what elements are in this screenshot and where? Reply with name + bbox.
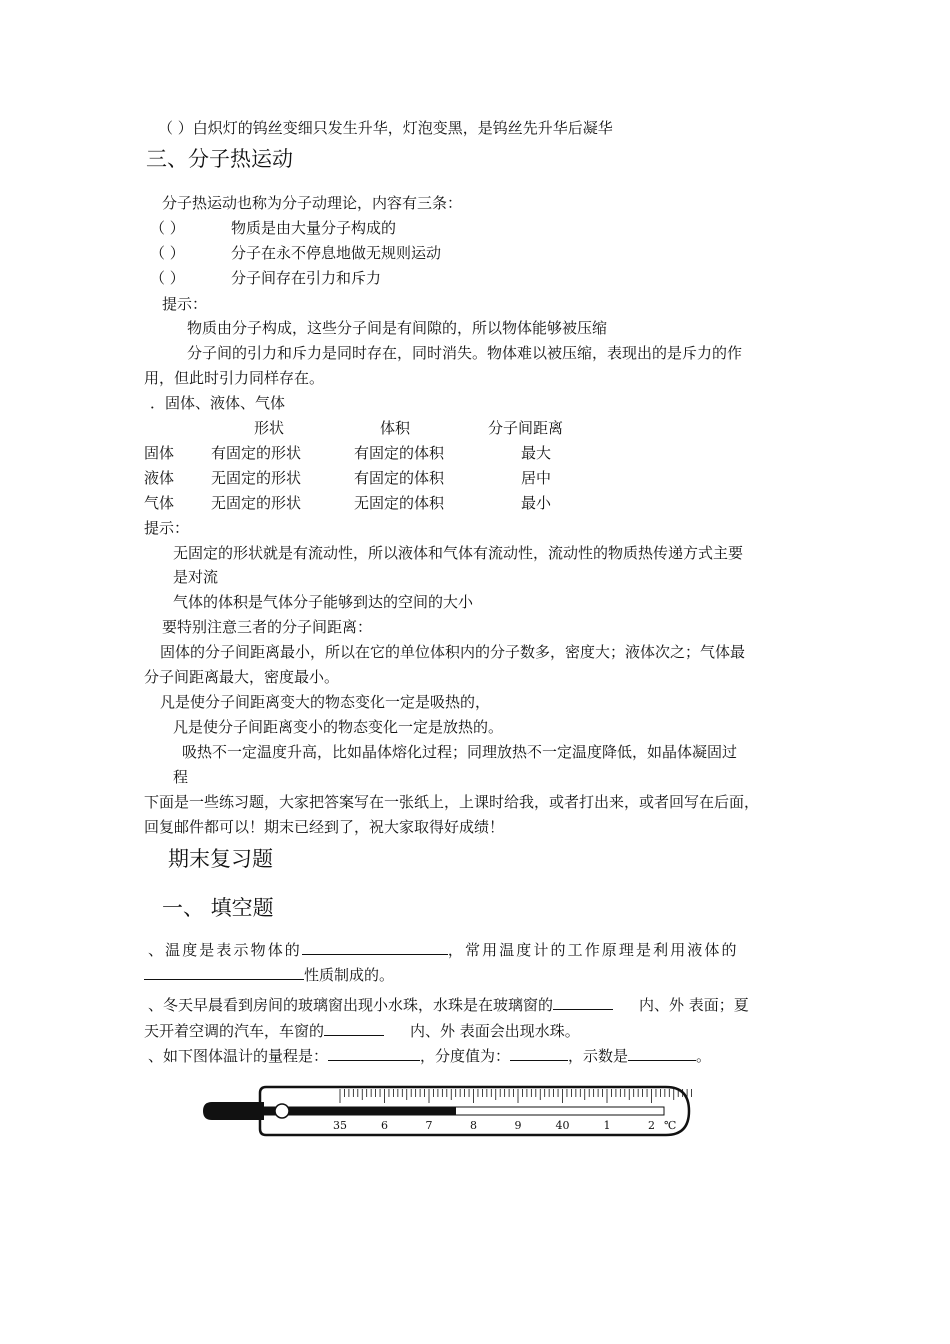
distance-text-cont: 分子间距离最大，密度最小。 [144, 668, 340, 686]
question-text: 天开着空调的汽车，车窗的 [144, 1022, 325, 1040]
answer-blank[interactable] [302, 940, 448, 955]
section-heading: 三、分子热运动 [146, 147, 293, 171]
question-text: 、冬天早晨看到房间的玻璃窗出现小水珠，水珠是在玻璃窗的 [148, 996, 554, 1014]
scale-label: 8 [470, 1119, 477, 1132]
table-cell: 液体 [144, 469, 175, 487]
table-cell: 无固定的形状 [211, 469, 302, 487]
table-header: 体积 [380, 419, 411, 437]
note-text: 吸热不一定温度升高，比如晶体熔化过程；同理放热不一定温度降低，如晶体凝固过 [182, 743, 738, 761]
scale-label: 35 [333, 1119, 347, 1132]
hint-label: 提示： [144, 519, 190, 537]
table-cell: 无固定的体积 [354, 494, 445, 512]
gas-volume-text: 气体的体积是气体分子能够到达的空间的大小 [173, 593, 474, 611]
list-item-text: 分子在永不停息地做无规则运动 [231, 244, 442, 262]
table-header: 形状 [254, 419, 285, 437]
thermometer-neck [275, 1104, 289, 1118]
hint-forces: 分子间的引力和斥力是同时存在，同时消失。物体难以被压缩，表现出的是斥力的作 [187, 344, 743, 362]
answer-blank[interactable] [553, 995, 613, 1010]
table-cell: 有固定的形状 [211, 444, 302, 462]
practice-text-cont: 回复邮件都可以！期末已经到了，祝大家取得好成绩！ [144, 818, 505, 836]
answer-blank[interactable] [628, 1046, 696, 1061]
states-title: ．固体、液体、气体 [150, 394, 286, 412]
intro-item: （ ）白炽灯的钨丝变细只发生升华，灯泡变黑，是钨丝先升华后凝华 [158, 119, 613, 137]
question-text: 内、外 表面；夏 [639, 996, 749, 1014]
question-3 [148, 1046, 711, 1066]
question-text: ，常用温度计的工作原理是利用液体的 [447, 941, 739, 959]
question-1-cont [144, 965, 394, 985]
distance-text: 固体的分子间距离最小，所以在它的单位体积内的分子数多，密度大；液体次之；气体最 [160, 643, 746, 661]
section-intro: 分子热运动也称为分子动理论，内容有三条： [162, 194, 463, 212]
question-2-cont [144, 1021, 580, 1041]
table-cell: 居中 [521, 469, 552, 487]
table-cell: 最大 [521, 444, 552, 462]
thermometer-diagram [200, 1080, 692, 1140]
table-cell: 有固定的体积 [354, 469, 445, 487]
scale-label: 40 [555, 1119, 570, 1132]
list-item-mark: （ ） [150, 244, 185, 262]
answer-blank[interactable] [510, 1046, 568, 1061]
review-title: 期末复习题 [168, 847, 273, 871]
list-item-mark: （ ） [150, 269, 185, 287]
question-2 [148, 995, 749, 1015]
practice-text: 下面是一些练习题，大家把答案写在一张纸上，上课时给我，或者打出来，或者回写在后面， [144, 793, 760, 811]
table-header: 分子间距离 [488, 419, 564, 437]
fill-blank-heading: 一、 填空题 [162, 896, 274, 920]
table-cell: 最小 [521, 494, 552, 512]
list-item-text: 分子间存在引力和斥力 [231, 269, 382, 287]
scale-label: 7 [425, 1119, 433, 1132]
answer-blank[interactable] [328, 1046, 420, 1061]
scale-label: 6 [381, 1119, 388, 1132]
release-text: 凡是使分子间距离变小的物态变化一定是放热的。 [173, 718, 504, 736]
scale-label: 9 [514, 1119, 522, 1132]
attention-text: 要特别注意三者的分子间距离： [162, 618, 373, 636]
flow-text-cont: 是对流 [173, 568, 219, 586]
list-item-mark: （ ） [150, 219, 185, 237]
table-cell: 无固定的形状 [211, 494, 302, 512]
question-text: 性质制成的。 [304, 966, 395, 984]
question-text: 内、外 表面会出现水珠。 [410, 1022, 580, 1040]
note-text-cont: 程 [173, 768, 189, 786]
hint-compress: 物质由分子构成，这些分子间是有间隙的，所以物体能够被压缩 [187, 319, 608, 337]
hint-label: 提示： [162, 295, 208, 313]
question-text: ，示数是 [568, 1047, 629, 1065]
answer-blank[interactable] [324, 1021, 384, 1036]
table-cell: 固体 [144, 444, 175, 462]
question-1 [148, 940, 739, 960]
unit-label: ℃ [664, 1119, 677, 1132]
table-cell: 有固定的体积 [354, 444, 445, 462]
scale-label: 1 [603, 1119, 611, 1132]
list-item-text: 物质是由大量分子构成的 [231, 219, 397, 237]
flow-text: 无固定的形状就是有流动性，所以液体和气体有流动性，流动性的物质热传递方式主要 [173, 544, 744, 562]
question-text: 、如下图体温计的量程是： [148, 1047, 329, 1065]
question-text: 、温度是表示物体的 [148, 941, 302, 959]
absorb-text: 凡是使分子间距离变大的物态变化一定是吸热的， [160, 693, 491, 711]
table-cell: 气体 [144, 494, 175, 512]
hint-forces-cont: 用，但此时引力同样存在。 [144, 369, 325, 387]
thermometer-bulb [203, 1102, 264, 1120]
question-text: ，分度值为： [420, 1047, 511, 1065]
mercury-column [264, 1107, 456, 1115]
answer-blank[interactable] [144, 965, 304, 980]
scale-label: 2 [648, 1119, 655, 1132]
question-text: 。 [696, 1047, 712, 1065]
